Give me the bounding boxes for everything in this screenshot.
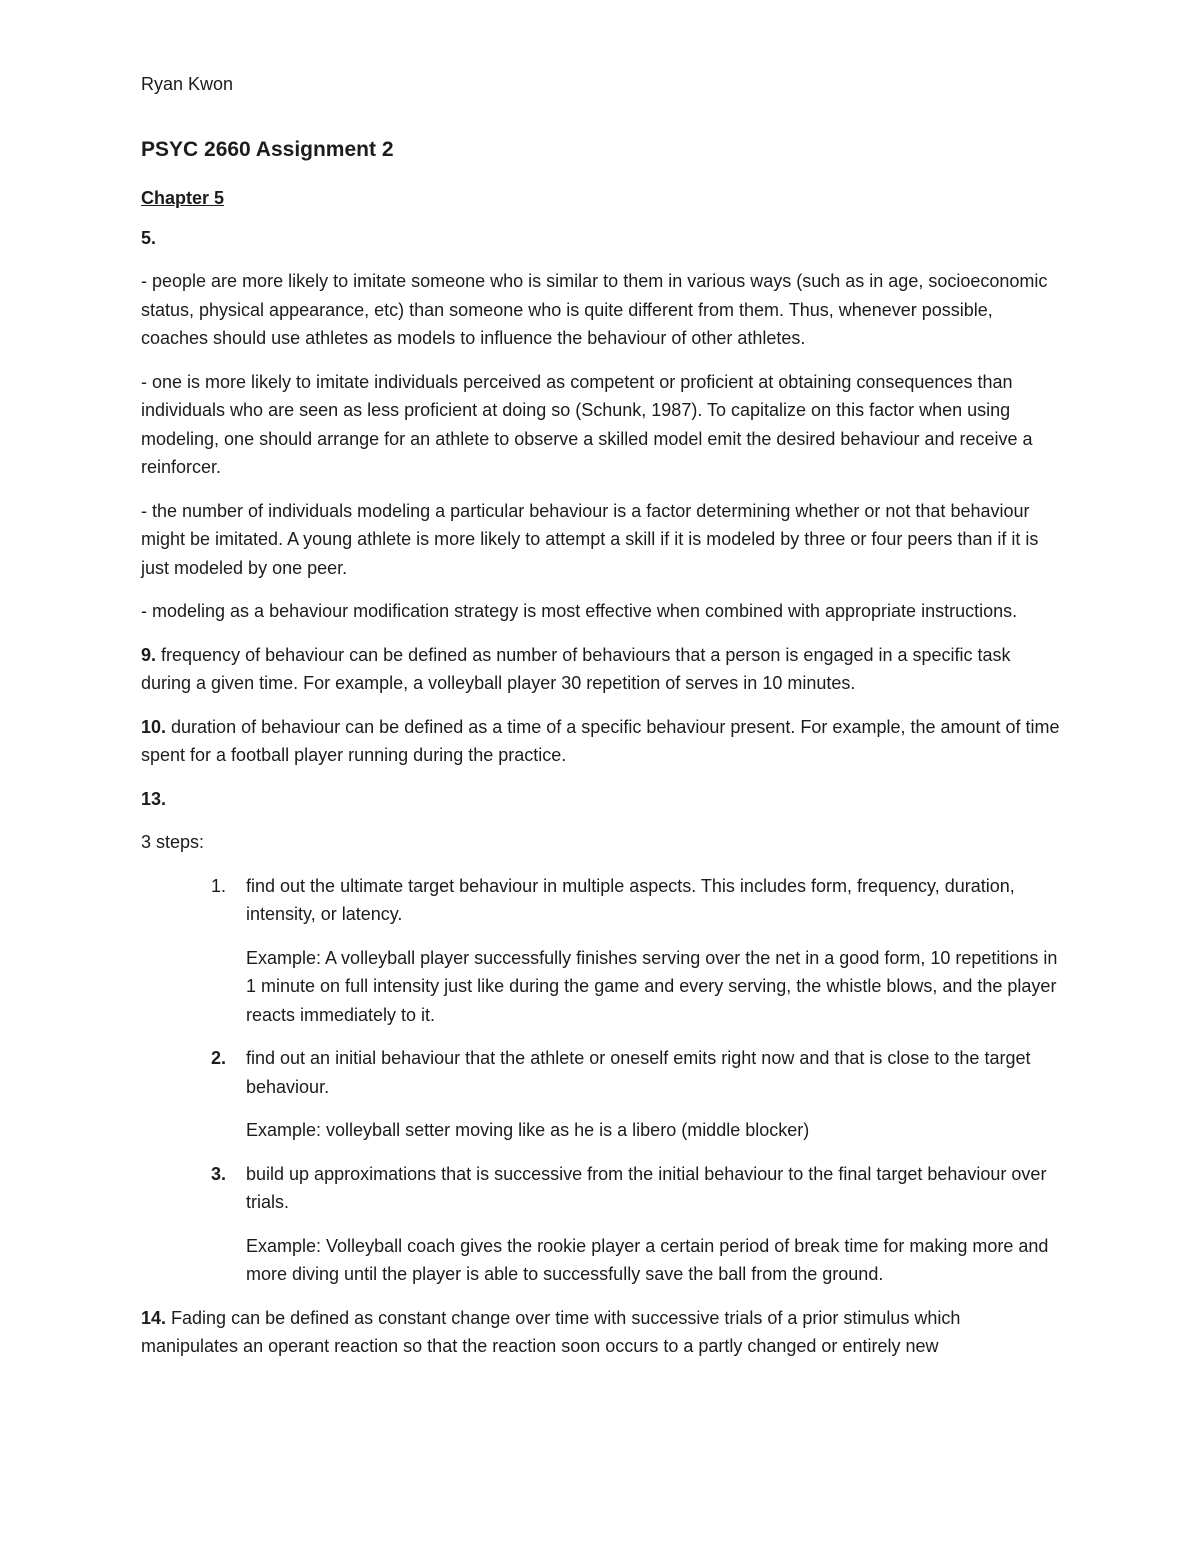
question-10-number: 10.: [141, 716, 167, 737]
step-number: 2.: [211, 1048, 227, 1068]
chapter-heading: Chapter 5: [141, 188, 225, 208]
question-5-point: - the number of individuals modeling a particular behaviour is a factor determining whether or not that behaviour might be imitated. A young athlete is more likely to attempt a skill if it is modeled by three or four peers than if it is just modeled by one peer.: [141, 500, 1039, 578]
document-title: PSYC 2660 Assignment 2: [141, 137, 394, 161]
question-10: [141, 713, 1061, 770]
steps-list: [141, 872, 1061, 929]
step-text: find out an initial behaviour that the athlete or oneself emits right now and that is close to the target behaviour.: [246, 1048, 1031, 1097]
step-item: [141, 872, 1061, 929]
step-number: 1.: [211, 875, 227, 896]
question-9-number: 9.: [141, 644, 157, 665]
step-text: build up approximations that is successive from the initial behaviour to the final target behaviour over trials.: [246, 1163, 1047, 1212]
question-9: [141, 641, 1061, 698]
step-example: Example: A volleyball player successfully finishes serving over the net in a good form, 10 repetitions in 1 minute on full intensity just like during the game and every serving, the whistle blows, and the player reacts immediately to it.: [246, 947, 1058, 1025]
question-14-number: 14.: [141, 1307, 167, 1328]
step-example: Example: volleyball setter moving like as he is a libero (middle blocker): [246, 1120, 810, 1140]
question-13-number: 13.: [141, 788, 167, 809]
question-5-point: - people are more likely to imitate someone who is similar to them in various ways (such as in age, socioeconomic status, physical appearance, etc) than someone who is quite different from them. Thus, whenever possible, coaches should use athletes as models to influence the behaviour of other athletes.: [141, 271, 1048, 348]
step-text: find out the ultimate target behaviour in multiple aspects. This includes form, frequency, duration, intensity, or latency.: [246, 875, 1015, 924]
document-content: [141, 70, 1061, 1376]
author-name: Ryan Kwon: [141, 74, 234, 94]
question-13-intro: 3 steps:: [141, 832, 205, 852]
question-5-point: - modeling as a behaviour modification strategy is most effective when combined with appropriate instructions.: [141, 601, 1018, 621]
step-example: Example: Volleyball coach gives the rookie player a certain period of break time for making more and more diving until the player is able to successfully save the ball from the ground.: [246, 1235, 1049, 1284]
steps-list: [141, 1044, 1061, 1101]
steps-list: [141, 1160, 1061, 1217]
step-item: [141, 1160, 1061, 1217]
question-9-text: frequency of behaviour can be defined as number of behaviours that a person is engaged in a specific task during a given time. For example, a volleyball player 30 repetition of serves in 10 minutes.: [141, 644, 1011, 693]
question-14-text: Fading can be defined as constant change over time with successive trials of a prior stimulus which manipulates an operant reaction so that the reaction soon occurs to a partly changed or entirely new: [141, 1307, 961, 1356]
step-item: [141, 1044, 1061, 1101]
question-5-number: 5.: [141, 227, 157, 248]
question-14: [141, 1304, 1061, 1361]
question-10-text: duration of behaviour can be defined as a time of a specific behaviour present. For example, the amount of time spent for a football player running during the practice.: [141, 716, 1060, 765]
question-5-point: - one is more likely to imitate individuals perceived as competent or proficient at obtaining consequences than individuals who are seen as less proficient at doing so (Schunk, 1987). To capitalize on this factor when using modeling, one should arrange for an athlete to observe a skilled model emit the desired behaviour and receive a reinforcer.: [141, 371, 1033, 477]
step-number: 3.: [211, 1163, 227, 1184]
